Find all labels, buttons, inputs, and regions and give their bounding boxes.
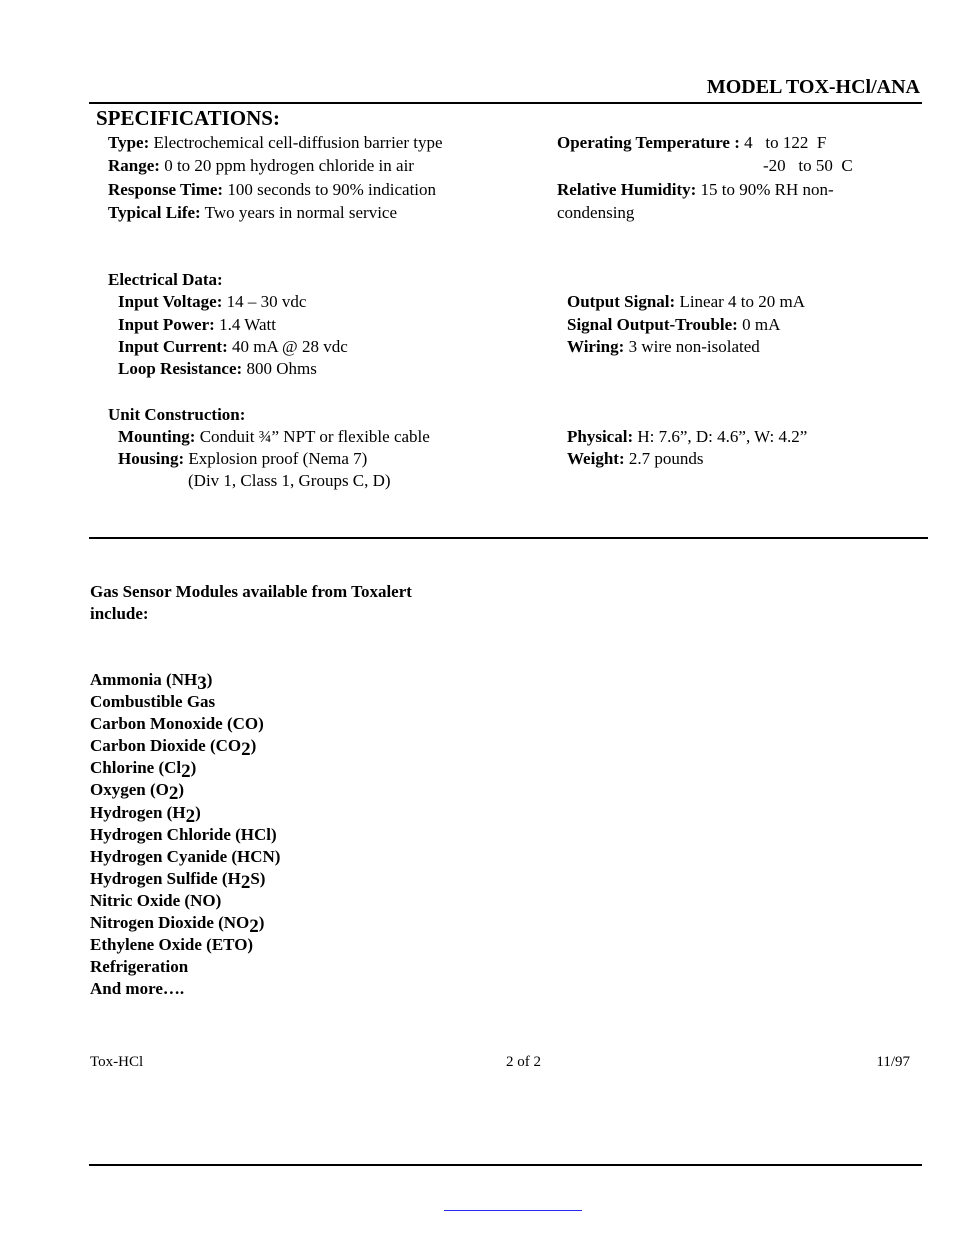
output-signal-value: Linear 4 to 20 mA bbox=[679, 292, 806, 311]
sensor-module-item bbox=[90, 956, 280, 978]
sensor-subscript: 2 bbox=[240, 871, 251, 893]
spec-relative-humidity bbox=[557, 179, 834, 201]
sensor-name: Oxygen (O bbox=[90, 780, 169, 800]
wiring bbox=[567, 336, 760, 358]
sensor-module-item bbox=[90, 868, 280, 893]
sensor-name: Carbon Monoxide (CO) bbox=[90, 714, 264, 734]
sensor-module-item bbox=[90, 934, 280, 956]
sensor-module-item bbox=[90, 978, 280, 1000]
sensor-module-item bbox=[90, 735, 280, 761]
wiring-value: 3 wire non-isolated bbox=[628, 337, 760, 356]
sensor-module-item bbox=[90, 802, 280, 827]
output-signal-label: Output Signal: bbox=[567, 292, 676, 311]
sensor-name-suffix: ) bbox=[178, 780, 185, 800]
sensor-subscript: 2 bbox=[249, 916, 259, 938]
weight bbox=[567, 448, 703, 470]
spec-humidity-value-cont: condensing bbox=[557, 203, 635, 222]
sensor-subscript: 2 bbox=[168, 783, 179, 805]
sensor-module-item bbox=[90, 757, 280, 783]
weight-value: 2.7 pounds bbox=[628, 449, 704, 468]
footer-document-id: Tox-HCl bbox=[90, 1054, 144, 1070]
input-power-value: 1.4 Watt bbox=[219, 315, 276, 334]
housing bbox=[118, 448, 367, 470]
spec-type-value: Electrochemical cell-diffusion barrier type bbox=[153, 133, 443, 152]
sensor-name: Ammonia (NH bbox=[90, 670, 198, 689]
middle-divider bbox=[89, 537, 928, 539]
sensor-name-suffix: ) bbox=[190, 758, 197, 778]
sensor-module-item bbox=[90, 713, 280, 735]
sensor-name: Hydrogen Sulfide (H bbox=[90, 868, 241, 888]
spec-range-value: 0 to 20 ppm hydrogen chloride in air bbox=[164, 156, 414, 175]
sensor-module-item bbox=[90, 691, 280, 713]
sensor-name: Nitric Oxide (NO) bbox=[90, 890, 222, 910]
sensor-module-item bbox=[90, 890, 280, 912]
loop-resistance-label: Loop Resistance: bbox=[118, 359, 243, 378]
signal-trouble-label: Signal Output-Trouble: bbox=[567, 315, 738, 334]
construction-heading: Unit Construction: bbox=[108, 405, 246, 424]
sensor-name-suffix: ) bbox=[250, 736, 257, 756]
spec-response-label: Response Time: bbox=[108, 180, 224, 199]
input-voltage bbox=[118, 291, 306, 313]
sensor-subscript: 3 bbox=[197, 673, 207, 694]
spec-range-label: Range: bbox=[108, 156, 160, 175]
sensor-name-suffix: ) bbox=[195, 802, 201, 822]
spec-typical-life bbox=[108, 202, 397, 224]
spec-operating-temperature bbox=[557, 132, 826, 154]
spec-life-label: Typical Life: bbox=[108, 203, 201, 222]
sensor-name: Carbon Dioxide (CO bbox=[90, 736, 242, 756]
electrical-heading: Electrical Data: bbox=[108, 270, 223, 289]
physical bbox=[567, 426, 807, 448]
sensor-name: Hydrogen Cyanide (HCN) bbox=[90, 846, 281, 866]
top-divider bbox=[89, 102, 922, 104]
spec-response-time bbox=[108, 179, 436, 201]
wiring-label: Wiring: bbox=[567, 337, 625, 356]
sensor-name: Nitrogen Dioxide (NO bbox=[90, 913, 250, 933]
spec-life-value: Two years in normal service bbox=[204, 203, 398, 222]
specifications-heading: SPECIFICATIONS: bbox=[96, 106, 280, 130]
footer-page-number: 2 of 2 bbox=[506, 1054, 541, 1070]
sensor-module-item bbox=[90, 779, 280, 805]
housing-value-cont: (Div 1, Class 1, Groups C, D) bbox=[188, 471, 391, 490]
input-voltage-label: Input Voltage: bbox=[118, 292, 223, 311]
spec-type bbox=[108, 132, 443, 154]
spec-type-label: Type: bbox=[108, 133, 150, 152]
spec-range bbox=[108, 155, 414, 177]
input-power bbox=[118, 314, 276, 336]
sensor-name: Hydrogen Chloride (HCl) bbox=[90, 824, 277, 844]
input-current-value: 40 mA @ 28 vdc bbox=[231, 337, 348, 356]
sensor-module-item bbox=[90, 669, 280, 694]
sensor-name: And more…. bbox=[90, 979, 185, 999]
sensor-name-suffix: ) bbox=[258, 913, 265, 933]
spec-response-value: 100 seconds to 90% indication bbox=[227, 180, 437, 199]
housing-value: Explosion proof (Nema 7) bbox=[188, 449, 368, 468]
sensor-module-item bbox=[90, 912, 280, 938]
output-signal bbox=[567, 291, 805, 313]
sensor-name: Combustible Gas bbox=[90, 692, 216, 712]
spec-optemp-c: -20 to 50 C bbox=[763, 156, 853, 175]
sensor-name-suffix: S) bbox=[250, 868, 266, 888]
physical-value: H: 7.6”, D: 4.6”, W: 4.2” bbox=[637, 427, 808, 446]
sensor-module-item bbox=[90, 824, 280, 846]
mounting-value: Conduit ¾” NPT or flexible cable bbox=[199, 427, 430, 446]
spec-optemp-label: Operating Temperature : bbox=[557, 133, 740, 152]
input-current bbox=[118, 336, 348, 358]
bottom-divider bbox=[89, 1164, 922, 1166]
sensor-subscript: 2 bbox=[185, 805, 196, 827]
model-title: MODEL TOX-HCl/ANA bbox=[706, 76, 920, 98]
loop-resistance bbox=[118, 358, 317, 380]
sensor-module-list bbox=[90, 669, 280, 1000]
physical-label: Physical: bbox=[567, 427, 634, 446]
input-power-label: Input Power: bbox=[118, 315, 215, 334]
housing-label: Housing: bbox=[118, 449, 185, 468]
mounting bbox=[118, 426, 430, 448]
sensor-name: Ethylene Oxide (ETO) bbox=[90, 935, 254, 955]
sensor-name: Hydrogen (H bbox=[90, 802, 186, 822]
input-voltage-value: 14 – 30 vdc bbox=[226, 292, 307, 311]
weight-label: Weight: bbox=[567, 449, 625, 468]
signal-output-trouble bbox=[567, 314, 780, 336]
sensor-subscript: 2 bbox=[241, 739, 251, 761]
spec-humidity-label: Relative Humidity: bbox=[557, 180, 697, 199]
spec-optemp-f: 4 to 122 F bbox=[744, 133, 827, 152]
footer-date: 11/97 bbox=[876, 1054, 910, 1070]
signal-trouble-value: 0 mA bbox=[742, 315, 781, 334]
sensor-subscript: 2 bbox=[181, 761, 191, 783]
sensor-modules-heading: Gas Sensor Modules available from Toxalert include: bbox=[90, 582, 412, 623]
hyperlink-underline[interactable] bbox=[444, 1210, 582, 1211]
spec-humidity-value: 15 to 90% RH non- bbox=[700, 180, 834, 199]
loop-resistance-value: 800 Ohms bbox=[246, 359, 317, 378]
sensor-module-item bbox=[90, 846, 280, 868]
sensor-name: Chlorine (Cl bbox=[90, 758, 182, 778]
sensor-name-suffix: ) bbox=[206, 670, 213, 689]
sensor-name: Refrigeration bbox=[90, 957, 189, 977]
input-current-label: Input Current: bbox=[118, 337, 228, 356]
mounting-label: Mounting: bbox=[118, 427, 196, 446]
